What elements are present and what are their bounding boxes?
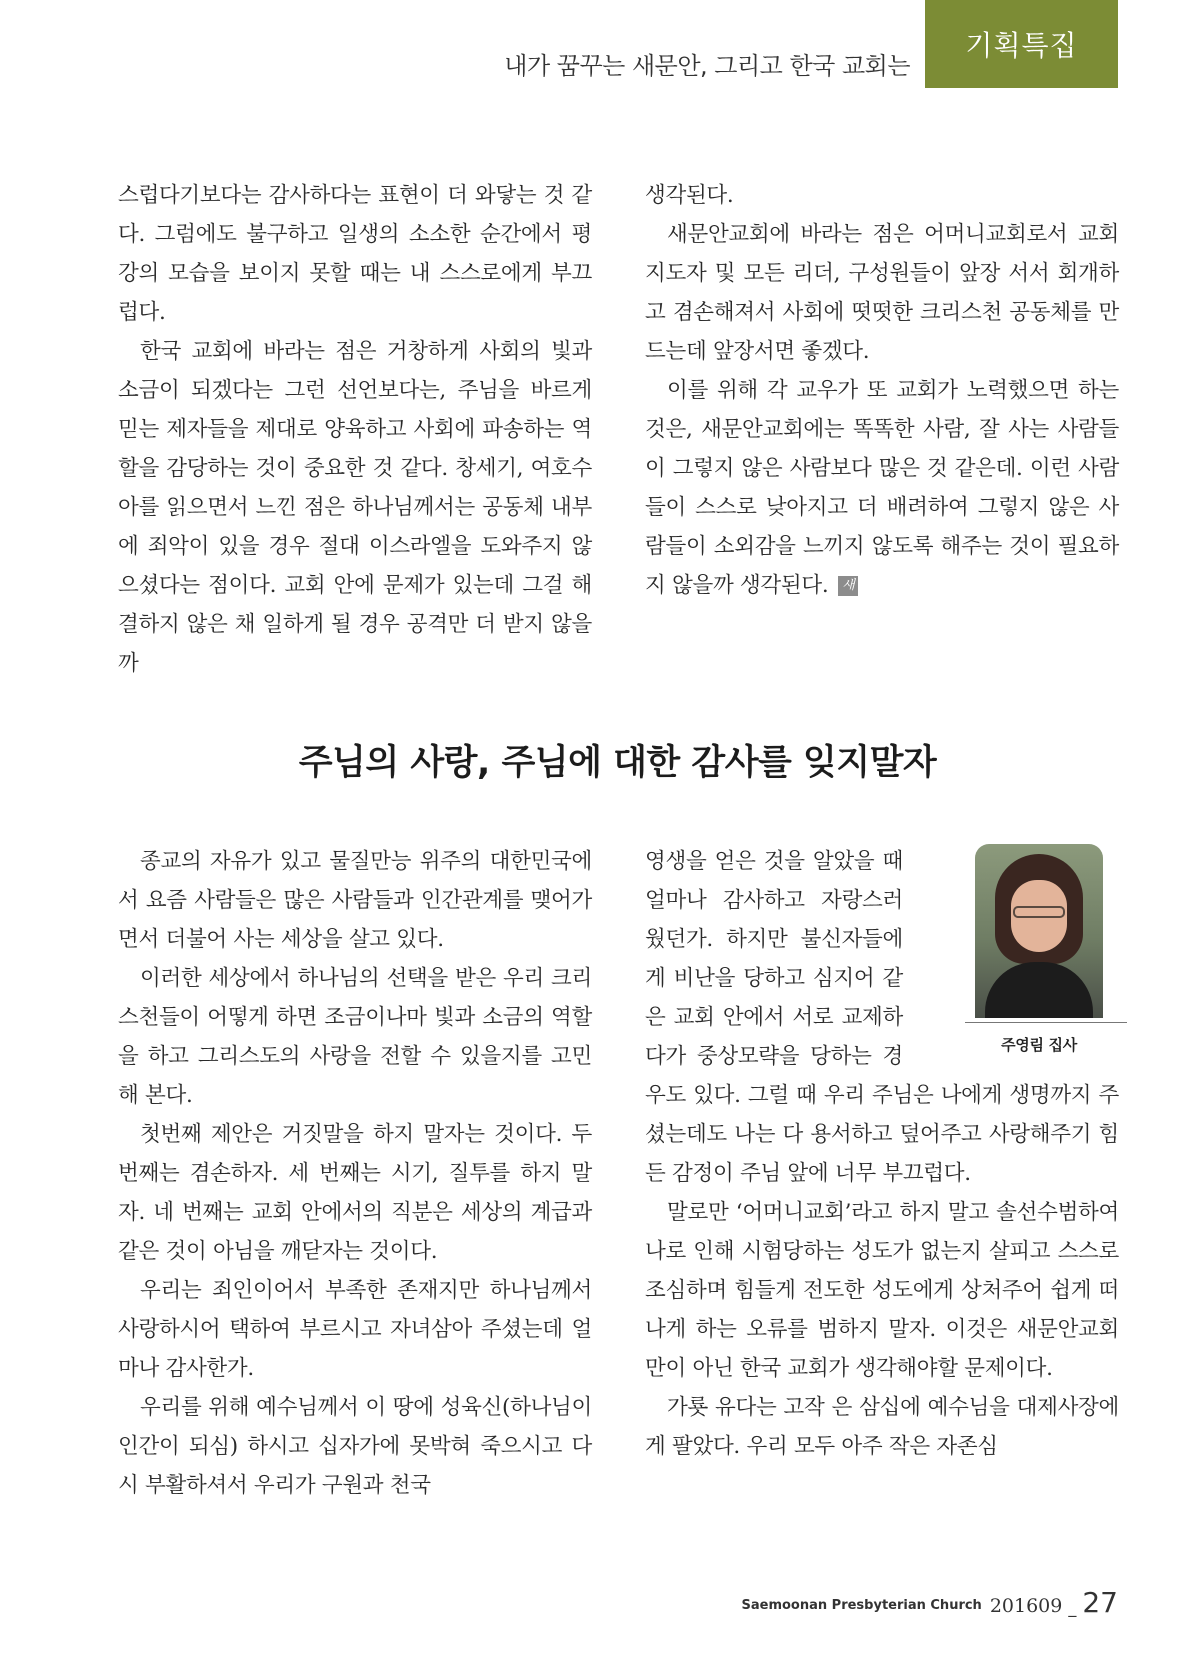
footer-separator: _ [1068, 1598, 1077, 1617]
footer-issue: 201609 [989, 1595, 1063, 1617]
photo-caption: 주영림 집사 [1001, 1036, 1077, 1054]
paragraph: 종교의 자유가 있고 물질만능 위주의 대한민국에서 요즘 사람들은 많은 사람들과 인간관계를 맺어가면서 더불어 사는 세상을 살고 있다. [118, 849, 592, 952]
footer-church-name: Saemoonan Presbyterian Church [741, 1598, 982, 1613]
caption-divider [965, 1022, 1127, 1023]
end-mark-icon: 새 [838, 576, 858, 596]
top-left-column [118, 176, 592, 683]
bottom-left-column [118, 842, 592, 1505]
author-photo [975, 844, 1103, 1018]
author-photo-box [917, 842, 1127, 1066]
page-footer [742, 1586, 1119, 1619]
paragraph: 우리는 죄인이어서 부족한 존재지만 하나님께서 사랑하시어 택하여 부르시고 자녀삼아 주셨는데 얼마나 감사한가. [118, 1278, 592, 1381]
photo-glasses-shape [1013, 906, 1065, 918]
paragraph: 우리를 위해 예수님께서 이 땅에 성육신(하나님이 인간이 되심) 하시고 십자가에 못박혀 죽으시고 다시 부활하셔서 우리가 구원과 천국 [118, 1395, 592, 1498]
paragraph: 생각된다. [645, 183, 734, 208]
top-right-column [645, 176, 1119, 605]
paragraph: 새문안교회에 바라는 점은 어머니교회로서 교회 지도자 및 모든 리더, 구성원들이 앞장 서서 회개하고 겸손해져서 사회에 떳떳한 크리스천 공동체를 만드는데 앞장서면 좋겠다. [645, 222, 1119, 364]
paragraph: 영생을 얻은 것을 알았을 때 얼마나 감사하고 자랑스러웠던가. 하지만 불신자들에게 비난을 당하고 심지어 같은 교회 안에서 서로 교제하다가 중상모략을 당하는 경우도 있다. 그럴 때 우리 주님은 나에게 생명까지 주셨는데도 나는 다 용서하고 덮어주고 사랑해주기 힘든 감정이 주님 앞에 너무 부끄럽다. [645, 849, 1119, 1186]
paragraph: 말로만 ‘어머니교회’라고 하지 말고 솔선수범하여 나로 인해 시험당하는 성도가 없는지 살피고 스스로 조심하며 힘들게 전도한 성도에게 상처주어 쉽게 떠나게 하는 오류를 범하지 말자. 이것은 새문안교회만이 아닌 한국 교회가 생각해야할 문제이다. [645, 1200, 1119, 1381]
paragraph: 첫번째 제안은 거짓말을 하지 말자는 것이다. 두 번째는 겸손하자. 세 번째는 시기, 질투를 하지 말자. 네 번째는 교회 안에서의 직분은 세상의 계급과 같은 것이 아님을 깨닫자는 것이다. [118, 1122, 592, 1264]
running-header-title: 내가 꿈꾸는 새문안, 그리고 한국 교회는 [504, 52, 910, 80]
bottom-right-column [645, 842, 1119, 1466]
page-number: 27 [1082, 1586, 1118, 1619]
paragraph [645, 371, 1119, 605]
section-tab: 기획특집 [925, 0, 1118, 88]
paragraph: 한국 교회에 바라는 점은 거창하게 사회의 빛과 소금이 되겠다는 그런 선언보다는, 주님을 바르게 믿는 제자들을 제대로 양육하고 사회에 파송하는 역할을 감당하는 것이 중요한 것 같다. 창세기, 여호수아를 읽으면서 느낀 점은 하나님께서는 공동체 내부에 죄악이 있을 경우 절대 이스라엘을 도와주지 않으셨다는 점이다. 교회 안에 문제가 있는데 그걸 해결하지 않은 채 일하게 될 경우 공격만 더 받지 않을까 [118, 339, 592, 676]
paragraph: 가룟 유다는 고작 은 삼십에 예수님을 대제사장에게 팔았다. 우리 모두 아주 작은 자존심 [645, 1395, 1119, 1459]
paragraph-text: 이를 위해 각 교우가 또 교회가 노력했으면 하는 것은, 새문안교회에는 똑똑한 사람, 잘 사는 사람들이 그렇지 않은 사람보다 많은 것 같은데. 이런 사람들이 스스로 낮아지고 더 배려하여 그렇지 않은 사람들이 소외감을 느끼지 않도록 해주는 것이 필요하지 않을까 생각된다. [645, 378, 1119, 598]
photo-body-shape [985, 962, 1093, 1018]
paragraph: 이러한 세상에서 하나님의 선택을 받은 우리 크리스천들이 어떻게 하면 조금이나마 빛과 소금의 역할을 하고 그리스도의 사랑을 전할 수 있을지를 고민해 본다. [118, 966, 592, 1108]
paragraph: 스럽다기보다는 감사하다는 표현이 더 와닿는 것 같다. 그럼에도 불구하고 일생의 소소한 순간에서 평강의 모습을 보이지 못할 때는 내 스스로에게 부끄럽다. [118, 183, 592, 325]
section-title: 주님의 사랑, 주님에 대한 감사를 잊지말자 [298, 743, 937, 783]
